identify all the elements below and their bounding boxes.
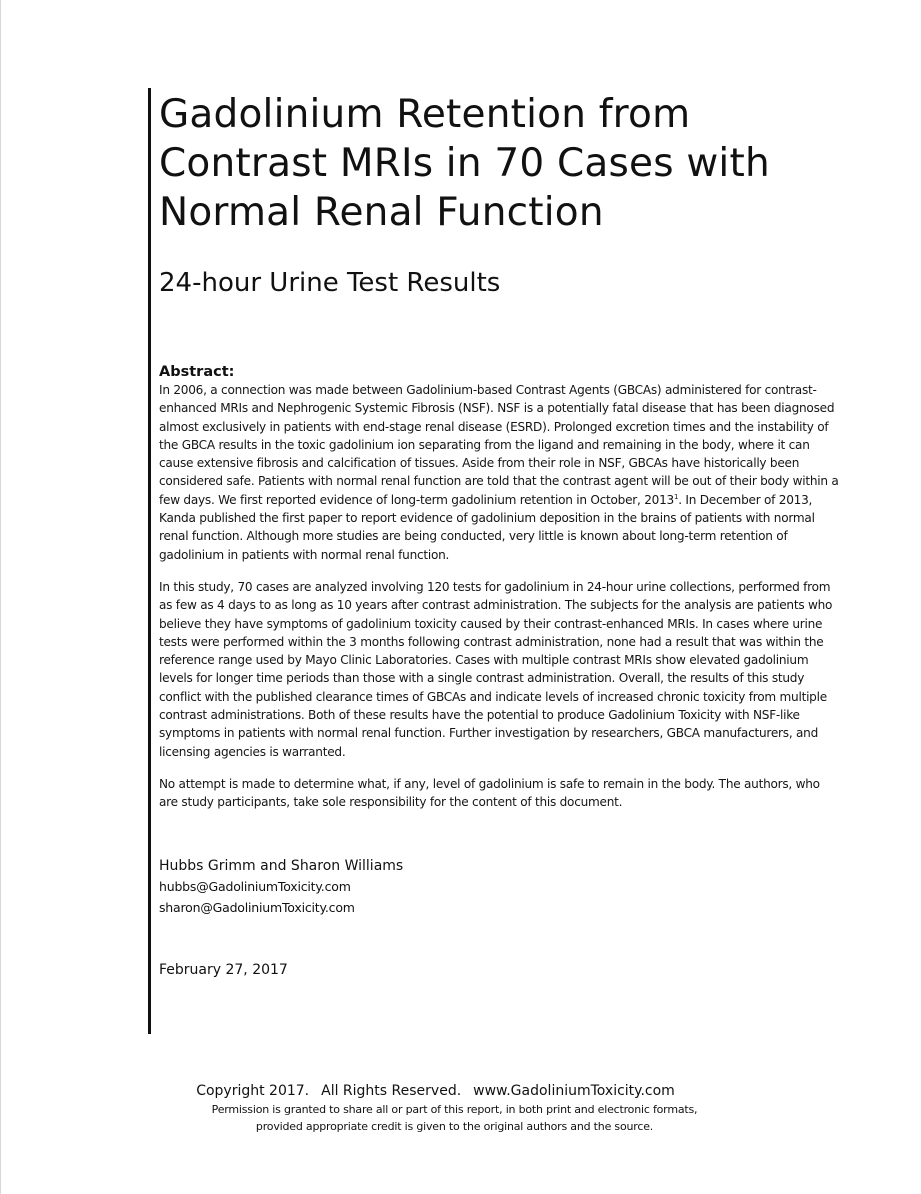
copyright-line (0, 1082, 896, 1101)
author-email-1: hubbs@GadoliniumToxicity.com (159, 878, 351, 894)
page-edge (0, 0, 1, 1194)
abstract-heading: Abstract: (159, 364, 235, 380)
paper-title (159, 88, 839, 237)
copyright-footer (0, 1082, 921, 1135)
title-line-1: Gadolinium Retention from (159, 92, 691, 137)
copyright-text: Copyright 2017. (196, 1083, 310, 1099)
title-line-2: Contrast MRIs in 70 Cases with (159, 141, 770, 186)
author-email-2: sharon@GadoliniumToxicity.com (159, 899, 355, 915)
authors-block (159, 856, 839, 918)
rights-text: All Rights Reserved. (321, 1083, 462, 1099)
website-text: www.GadoliniumToxicity.com (473, 1083, 675, 1099)
publication-date: February 27, 2017 (159, 961, 288, 978)
paper-subtitle: 24-hour Urine Test Results (159, 268, 501, 298)
abstract-p1-text-cont: . In December of 2013, Kanda published the first paper to report evidence of gadolinium deposition in the brains of patients with normal renal function. Although more studies are being conducted, very little is known about long-term retention of gadolinium in patients with normal renal function. (159, 492, 815, 562)
abstract-paragraph-3: No attempt is made to determine what, if any, level of gadolinium is safe to remain in the body. The authors, who are study participants, take sole responsibility for the content of this document. (159, 776, 820, 810)
abstract-p1-text: In 2006, a connection was made between Gadolinium-based Contrast Agents (GBCAs) administered for contrast-enhanced MRIs and Nephrogenic Systemic Fibrosis (NSF). NSF is a potentially fatal disease that has been diagnosed almost exclusively in patients with end-stage renal disease (ESRD). Prolonged excretion times and the instability of the GBCA results in the toxic gadolinium ion separating from the ligand and remaining in the body, where it can cause extensive fibrosis and calcification of tissues. Aside from their role in NSF, GBCAs have historically been considered safe. Patients with normal renal function are told that the contrast agent will be out of their body within a few days. We first reported evidence of long-term gadolinium retention in October, 2013 (159, 383, 839, 507)
permission-line-2: provided appropriate credit is given to the original authors and the source. (255, 1120, 654, 1133)
footnote-marker: 1 (673, 492, 679, 501)
title-line-3: Normal Renal Function (159, 190, 604, 235)
abstract-paragraph-2: In this study, 70 cases are analyzed involving 120 tests for gadolinium in 24-hour urine collections, performed from as few as 4 days to as long as 10 years after contrast administration. The subjects for the analysis are patients who believe they have symptoms of gadolinium toxicity caused by their contrast-enhanced MRIs. In cases where urine tests were performed within the 3 months following contrast administration, none had a result that was within the reference range used by Mayo Clinic Laboratories. Cases with multiple contrast MRIs show elevated gadolinium levels for longer time periods than those with a single contrast administration. Overall, the results of this study conflict with the published clearance times of GBCAs and indicate levels of increased chronic toxicity from multiple contrast administrations. Both of these results have the potential to produce Gadolinium Toxicity with NSF-like symptoms in patients with normal renal function. Further investigation by researchers, GBCA manufacturers, and licensing agencies is warranted. (159, 579, 833, 759)
cover-content (159, 88, 839, 980)
abstract-paragraph-1 (159, 381, 839, 564)
author-names: Hubbs Grimm and Sharon Williams (159, 857, 404, 874)
title-rule (148, 88, 151, 1034)
permission-line-1: Permission is granted to share all or part of this report, in both print and electronic formats, (211, 1103, 698, 1116)
